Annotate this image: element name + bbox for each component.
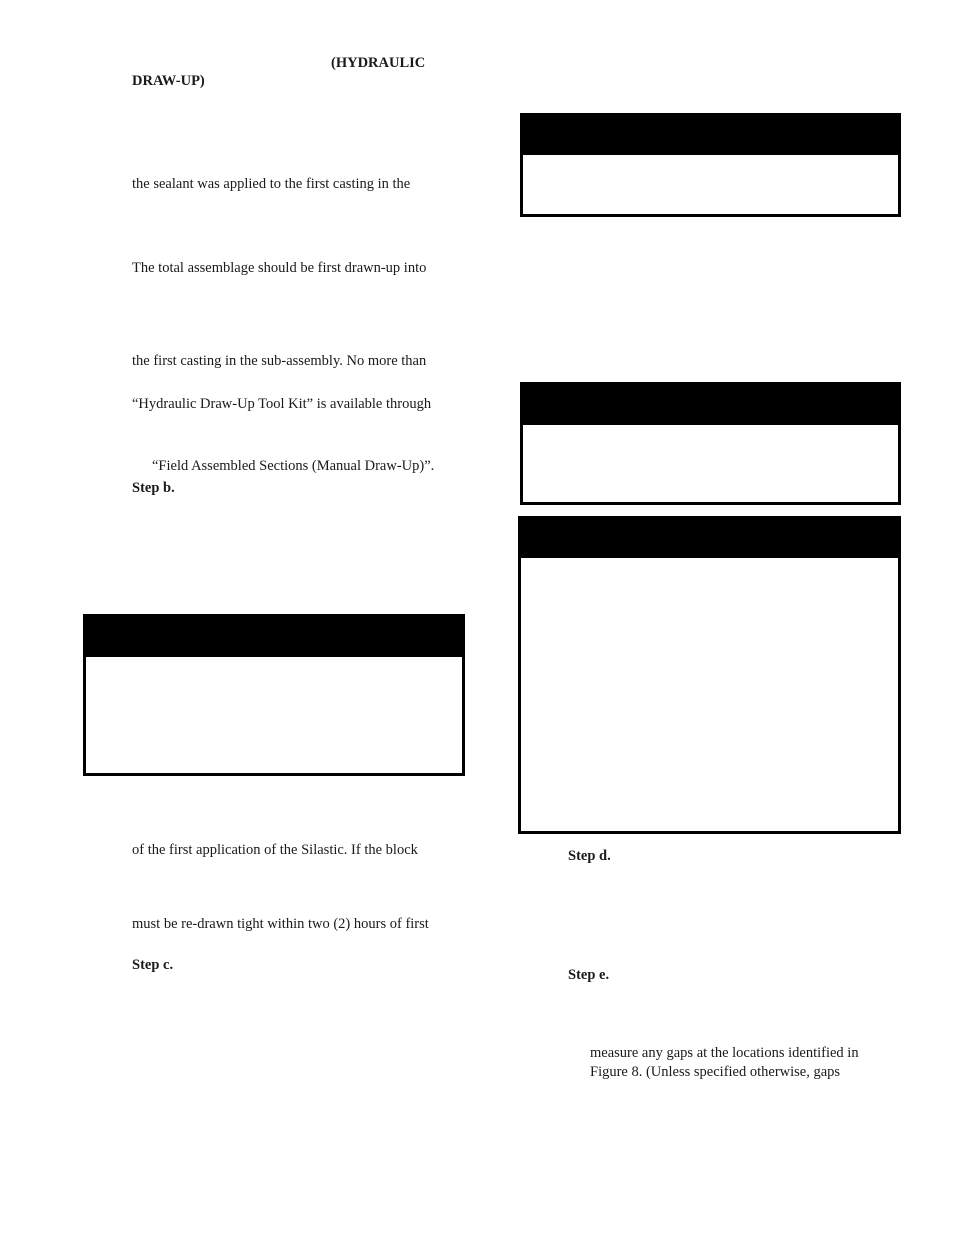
step-e-label: Step e. (568, 967, 610, 983)
right-callout-1-header (523, 116, 898, 155)
step-b-label: Step b. (132, 480, 175, 496)
left-callout-header (86, 617, 462, 657)
body-line: “Hydraulic Draw-Up Tool Kit” is available through (132, 396, 432, 412)
body-line: of the first application of the Silastic. If the block (132, 842, 418, 858)
body-line: the first casting in the sub-assembly. No more than (132, 353, 427, 369)
left-callout-box (83, 614, 465, 776)
step-c-label: Step c. (132, 957, 174, 973)
body-line: must be re-drawn tight within two (2) hours of first (132, 916, 429, 932)
section-heading-part1: (HYDRAULIC (331, 55, 426, 71)
right-callout-box-1 (520, 113, 901, 217)
body-line: measure any gaps at the locations identified in (590, 1045, 859, 1061)
right-callout-3-header (521, 519, 898, 558)
right-callout-2-header (523, 385, 898, 425)
step-d-label: Step d. (568, 848, 611, 864)
body-line: Figure 8. (Unless specified otherwise, gaps (590, 1064, 841, 1080)
section-heading-part2: DRAW-UP) (132, 73, 205, 89)
body-line: the sealant was applied to the first casting in the (132, 176, 411, 192)
body-line: The total assemblage should be first drawn-up into (132, 260, 427, 276)
right-callout-box-3 (518, 516, 901, 834)
body-line: “Field Assembled Sections (Manual Draw-Up)”. (152, 458, 435, 474)
right-callout-box-2 (520, 382, 901, 505)
